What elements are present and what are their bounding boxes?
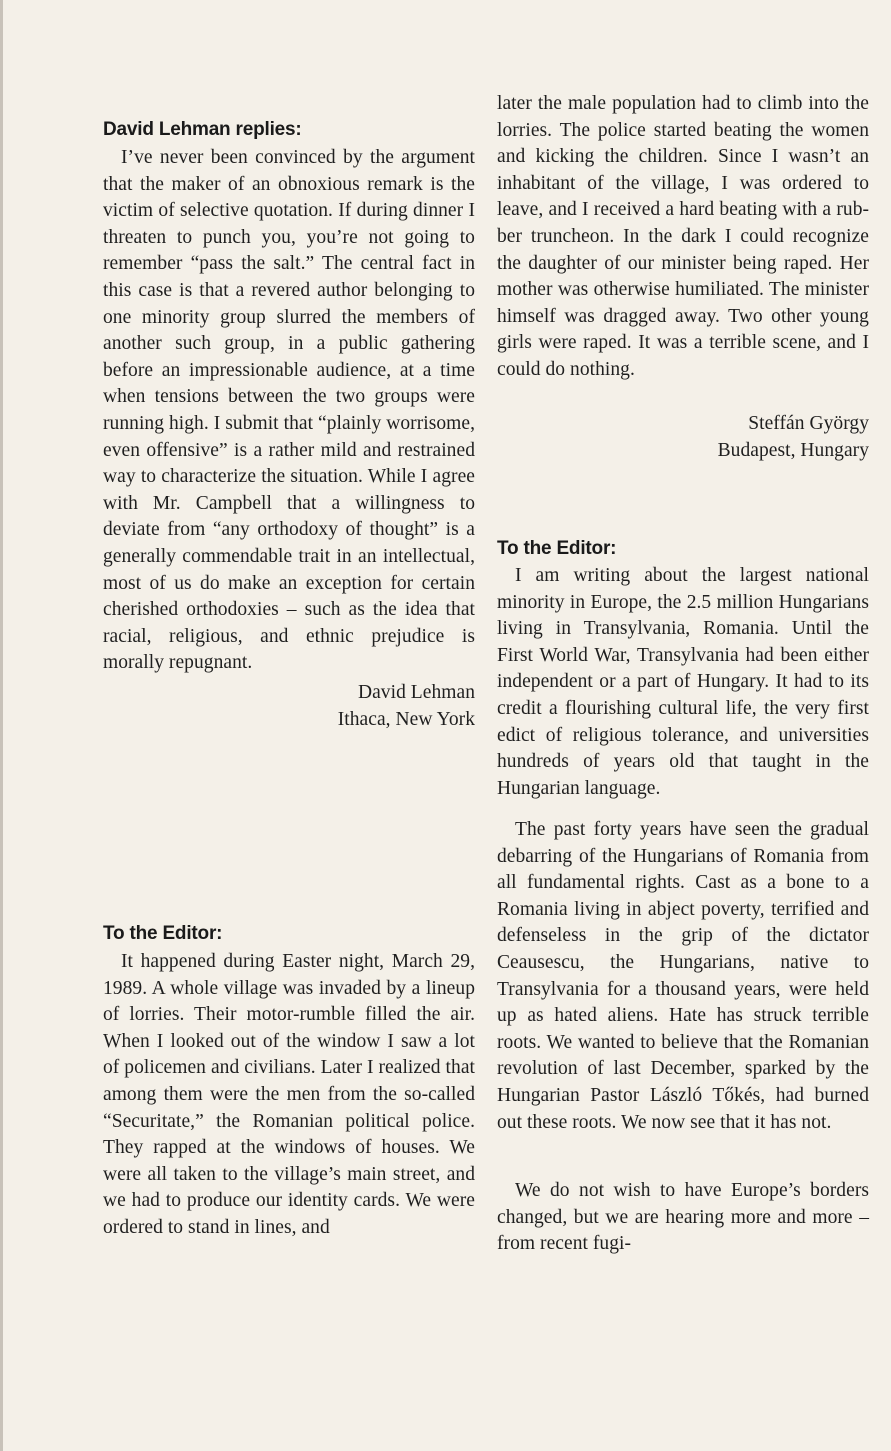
continuation-signature-place: Budapest, Hungary	[717, 439, 869, 461]
reply-signature-place: Ithaca, New York	[337, 708, 475, 730]
reply-signature	[275, 680, 475, 733]
continuation-paragraph: later the male population had to climb into the lorries. The police started beating the women and kicking the children. Since I wasn’t an inhabitant of the village, I was ordered to leave, and I received a hard beating with a rubber truncheon. In the dark I could recognize the daughter of our minister being raped. Her mother was otherwise humiliated. The minister himself was dragged away. Two other young girls were raped. It was a terrible scene, and I could do nothing.	[497, 93, 869, 380]
letter-heading-left: To the Editor:	[103, 923, 223, 944]
continuation-signature-name: Steffán György	[748, 413, 869, 434]
letter-paragraph-1: I am writing about the largest national minority in Europe, the 2.5 million Hungarians living in Transylvania, Romania. Until the First World War, Transylvania had been either independent or a part of Hungary. It had to its credit a flourishing cultural life, the very first edict of religious tolerance, and universities hundreds of years old that taught in the Hungarian language.	[497, 565, 869, 799]
letter-heading-right: To the Editor:	[497, 538, 617, 559]
letter-paragraph-2: The past forty years have seen the gradual debarring of the Hungarians of Romania from all fundamental rights. Cast as a bone to a Romania living in abject poverty, terrified and defenseless in the grip of the dictator Ceausescu, the Hungarians, native to Transylvania for a thousand years, were held up as hated aliens. Hate has struck terrible roots. We wanted to believe that the Romanian revolution of last December, sparked by the Hungarian Pastor László Tőkés, had burned out these roots. We now see that it has not.	[497, 819, 869, 1133]
letter-paragraph-left: It happened during Easter night, March 29, 1989. A whole village was invaded by a lineup of lorries. Their motor-rumble filled the air. When I looked out of the window I saw a lot of policemen and civilians. Later I realized that among them were the men from the so-called “Securitate,” the Romanian political police. They rapped at the windows of houses. We were all taken to the village’s main street, and we had to produce our identity cards. We were ordered to stand in lines, and	[103, 951, 475, 1238]
continuation-signature	[669, 411, 869, 464]
reply-heading: David Lehman replies:	[103, 119, 302, 140]
page-gutter-edge	[0, 0, 3, 1451]
letter-paragraph-3: We do not wish to have Europe’s borders changed, but we are hearing more and more – from recent fugi-	[497, 1180, 869, 1255]
reply-signature-name: David Lehman	[357, 682, 475, 703]
reply-paragraph: I’ve never been convinced by the argument that the maker of an obnoxious remark is the victim of selective quotation. If during dinner I threaten to punch you, you’re not going to remember “pass the salt.” The central fact in this case is that a revered author belonging to one minority group slurred the members of another such group, in a public gathering before an impressionable audience, at a time when tensions between the two groups were running high. I submit that “plainly worrisome, even offensive” is a rather mild and restrained way to characterize the situation. While I agree with Mr. Campbell that a willingness to deviate from “any orthodoxy of thought” is a generally commendable trait in an intellectual, most of us do make an exception for certain cherished orthodoxies – such as the idea that racial, religious, and ethnic prejudice is morally repugnant.	[103, 147, 475, 674]
